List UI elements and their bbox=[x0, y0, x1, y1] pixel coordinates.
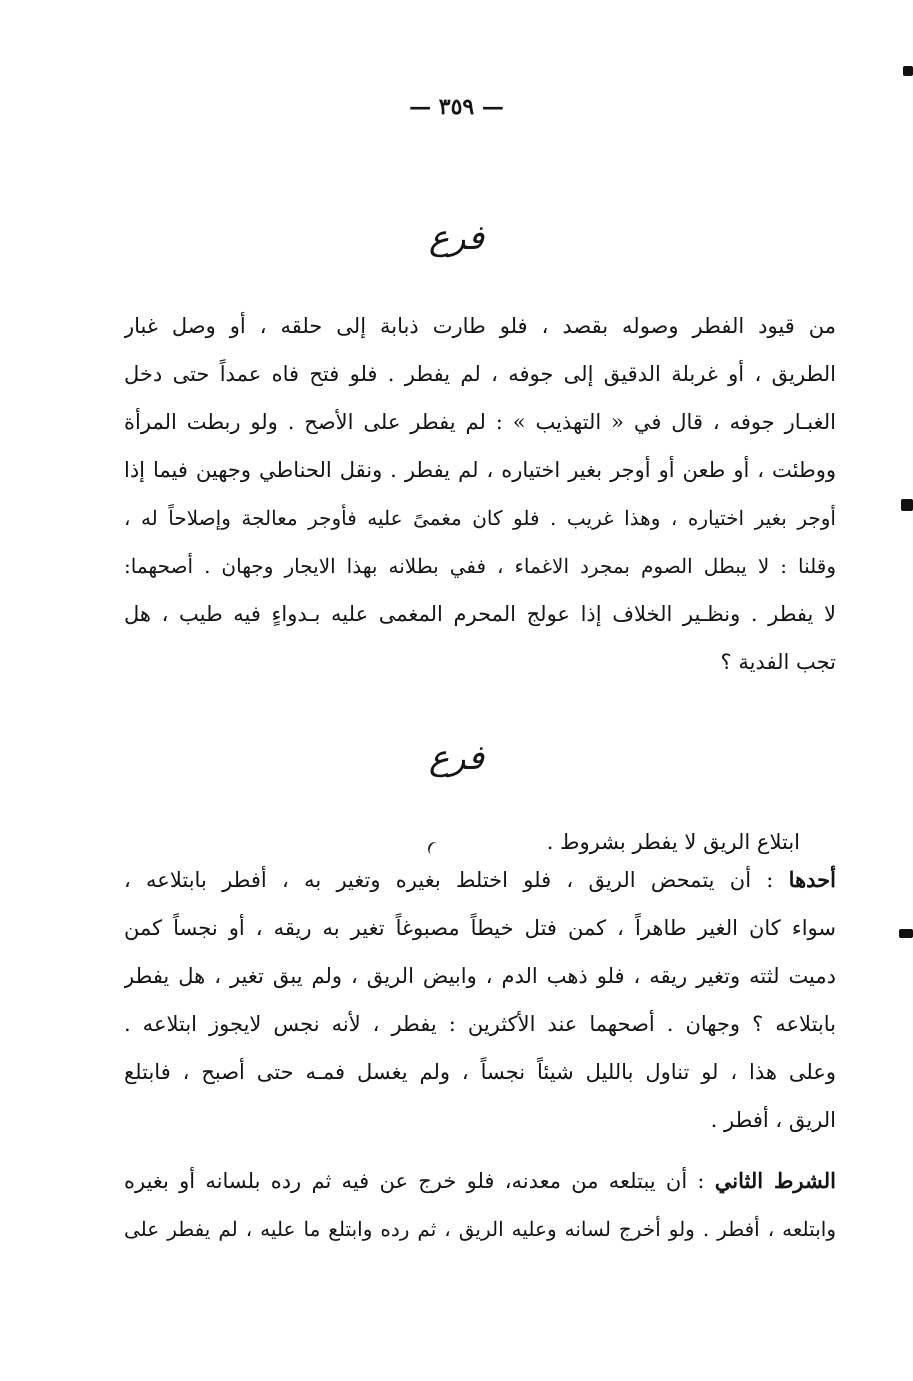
paragraph-line: وقلنا : لا يبطل الصوم بمجرد الاغماء ، ففي بطلانه بهذا الايجار وجهان . أصحهما: bbox=[124, 554, 836, 578]
scan-speck bbox=[899, 929, 913, 938]
line-text: : أن يتمحض الريق ، فلو اختلط بغيره وتغير به ، أفطر بابتلاعه ، bbox=[124, 868, 774, 892]
paragraph-line: بابتلاعه ؟ وجهان . أصحهما عند الأكثرين : يفطر ، لأنه نجس لايجوز ابتلاعه . bbox=[124, 1012, 836, 1036]
paragraph-line: دميت لثته وتغير ريقه ، فلو ذهب الدم ، وابيض الريق ، ولم يبق تغير ، هل يفطر bbox=[124, 964, 836, 988]
paragraph-line bbox=[124, 856, 836, 904]
paragraph-line: تجب الفدية ؟ bbox=[720, 650, 836, 674]
paragraph-line: وابتلعه ، أفطر . ولو أخرج لسانه وعليه الريق ، ثم رده وابتلع ما عليه ، لم يفطر على bbox=[124, 1217, 836, 1241]
paragraph-line: من قيود الفطر وصوله بقصد ، فلو طارت ذبابة إلى حلقه ، أو وصل غبار bbox=[124, 314, 836, 338]
line-text: : أن يبتلعه من معدنه، فلو خرج عن فيه ثم رده بلسانه أو بغيره bbox=[124, 1169, 705, 1193]
intro-line: ابتلاع الريق لا يفطر بشروط . bbox=[546, 830, 800, 854]
scan-speck bbox=[901, 499, 913, 511]
paragraph-line: وعلى هذا ، لو تناول بالليل شيئاً نجساً ، ولم يغسل فمـه حتى أصبح ، فابتلع bbox=[124, 1060, 836, 1084]
paragraph-line: الريق ، أفطر . bbox=[710, 1108, 836, 1132]
paragraph-line: ووطئت ، أو طعن أو أوجر بغير اختياره ، لم يفطر . ونقل الحناطي وجهين فيما إذا bbox=[124, 458, 836, 482]
second-condition-paragraph bbox=[124, 1157, 836, 1253]
page-number: — ٣٥٩ — bbox=[409, 94, 504, 120]
scan-speck bbox=[903, 66, 913, 76]
condition-label: أحدها bbox=[788, 867, 836, 892]
section-heading-2: فرع bbox=[428, 738, 485, 778]
paragraph-line: الغبـار جوفه ، قال في « التهذيب » : لم يفطر على الأصح . ولو ربطت المرأة bbox=[124, 410, 836, 434]
paragraph-line bbox=[124, 1157, 836, 1205]
paragraph-line: أوجر بغير اختياره ، وهذا غريب . فلو كان مغمىً عليه فأوجر معالجة وإصلاحاً له ، bbox=[124, 506, 836, 530]
first-condition-paragraph bbox=[124, 856, 836, 1144]
section-heading-1: فرع bbox=[428, 218, 485, 258]
section-1-paragraph bbox=[124, 302, 836, 686]
condition-label: الشرط الثاني bbox=[714, 1168, 836, 1193]
paragraph-line: لا يفطر . ونظـير الخلاف إذا عولج المحرم المغمى عليه بـدواءٍ فيه طيب ، هل bbox=[124, 602, 836, 626]
paragraph-line: الطريق ، أو غربلة الدقيق إلى جوفه ، لم يفطر . فلو فتح فاه عمداً حتى دخل bbox=[124, 362, 836, 386]
paragraph-line: سواء كان الغير طاهراً ، كمن فتل خيطاً مصبوغاً تغير به ريقه ، أو نجساً كمن bbox=[124, 916, 836, 940]
